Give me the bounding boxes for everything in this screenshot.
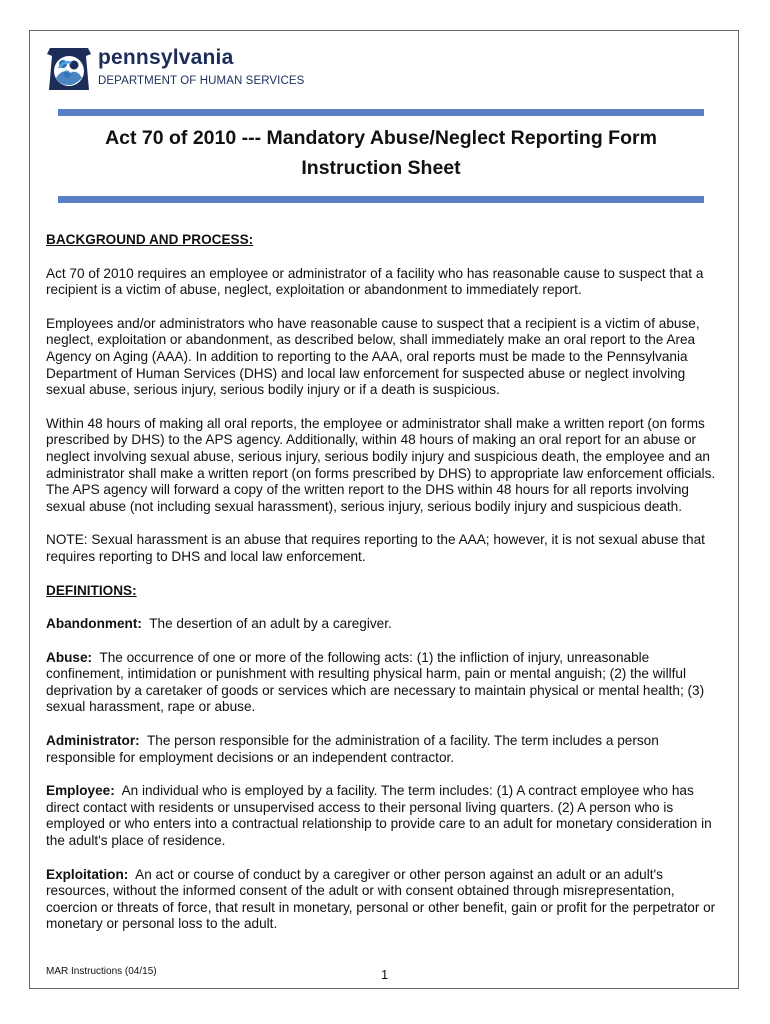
pa-dhs-logo bbox=[44, 44, 305, 94]
definition-text: An individual who is employed by a facility. The term includes: (1) A contract employee who has direct contact with residents or unsupervised access to their personal living quarters. (2) A person who is employed or who enters into a contractual relationship to provide care to an adult for monetary consideration in the adult's place of residence. bbox=[46, 783, 712, 849]
definition-term: Exploitation: bbox=[46, 866, 129, 882]
background-note: NOTE: Sexual harassment is an abuse that requires reporting to the AAA; however, it is not sexual abuse that requires reporting to DHS and local law enforcement. bbox=[46, 532, 705, 564]
background-paragraph-1: Act 70 of 2010 requires an employee or administrator of a facility who has reasonable cause to suspect that a recipient is a victim of abuse, neglect, exploitation or abandonment to immediately report. bbox=[46, 265, 704, 298]
definition-administrator bbox=[46, 733, 726, 766]
definition-abandonment bbox=[46, 616, 726, 633]
logo-department: DEPARTMENT OF HUMAN SERVICES bbox=[98, 75, 305, 87]
keystone-icon bbox=[44, 44, 94, 94]
background-paragraph-3: Within 48 hours of making all oral reports, the employee or administrator shall make a written report (on forms prescribed by DHS) to the APS agency. Additionally, within 48 hours of making an oral report for an abuse or neglect involving sexual abuse, serious injury, serious bodily injury and suspicious death, the employee and an administrator shall make a written report (on forms prescribed by DHS) to appropriate law enforcement officials. The APS agency will forward a copy of the written report to the DHS within 48 hours for all reports involving sexual abuse (not including sexual harassment), serious injury, serious bodily injury and suspicious death. bbox=[46, 415, 716, 514]
logo-name: pennsylvania bbox=[98, 46, 234, 69]
background-heading: BACKGROUND AND PROCESS: bbox=[46, 232, 254, 247]
definition-exploitation bbox=[46, 867, 726, 933]
page-title: Act 70 of 2010 --- Mandatory Abuse/Neglect Reporting Form bbox=[105, 127, 657, 149]
definition-term: Employee: bbox=[46, 783, 115, 799]
page-subtitle: Instruction Sheet bbox=[301, 157, 461, 179]
definition-text: The desertion of an adult by a caregiver. bbox=[149, 616, 392, 632]
bottom-rule bbox=[58, 196, 704, 203]
definition-term: Abandonment: bbox=[46, 616, 142, 632]
definition-text: The person responsible for the administration of a facility. The term includes a person responsible for employment decisions or an independent contractor. bbox=[46, 733, 659, 765]
definition-term: Administrator: bbox=[46, 733, 140, 749]
definition-abuse bbox=[46, 650, 726, 716]
definition-term: Abuse: bbox=[46, 649, 93, 665]
footer-form-id: MAR Instructions (04/15) bbox=[46, 966, 157, 977]
document-body bbox=[46, 232, 726, 950]
definitions-heading: DEFINITIONS: bbox=[46, 582, 137, 598]
top-rule bbox=[58, 109, 704, 116]
definition-text: An act or course of conduct by a caregiver or other person against an adult or an adult's resources, without the informed consent of the adult or with consent obtained through misrepresentation, coercion or threats of force, that result in monetary, personal or other benefit, gain or profit for the perpetrator or monetary or personal loss to the adult. bbox=[46, 866, 716, 932]
background-paragraph-2: Employees and/or administrators who have reasonable cause to suspect that a recipient is a victim of abuse, neglect, exploitation or abandonment, as described below, shall immediately make an oral report to the Area Agency on Aging (AAA). In addition to reporting to the AAA, oral reports must be made to the Pennsylvania Department of Human Services (DHS) and local law enforcement for suspected abuse or neglect involving sexual abuse, serious injury, serious bodily injury or if a death is suspicious. bbox=[46, 315, 700, 398]
definition-employee bbox=[46, 783, 726, 849]
page-number: 1 bbox=[381, 967, 389, 982]
definition-text: The occurrence of one or more of the following acts: (1) the infliction of injury, unreasonable confinement, intimidation or punishment with resulting physical harm, pain or mental anguish; (2) the willful deprivation by a caretaker of goods or services which are necessary to maintain physical or mental health; (3) sexual harassment, rape or abuse. bbox=[46, 649, 705, 715]
